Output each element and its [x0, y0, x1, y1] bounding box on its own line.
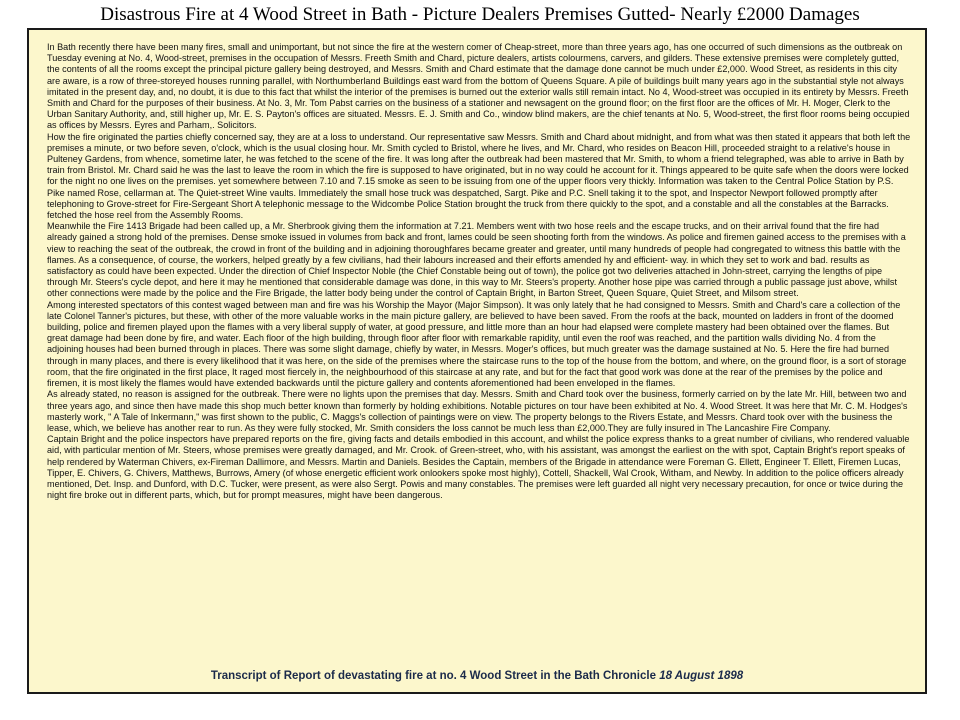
caption-date: 18 August 1898 — [659, 670, 744, 682]
transcript-panel — [27, 28, 927, 694]
article-paragraph: As already stated, no reason is assigned for the outbreak. There were no lights upon the premises that day. Messrs. Smith and Chard took over the business, formerly carried on by the late Mr. Hill, between two and three years ago, and since then have made this shop much better known than formerly by holding exhibitions. Notable pictures on tour have been exhibited at No. 4. Wood Street. It was here that Mr. C. M. Hodges's masterly work, " A Tale of Inkermann," was first shown to the public, C. Maggs's collection of paintings were on view. The property belongs to the Rivers Estate, and Messrs. Chard took over with the business the lease, which, we believe has another rear to run. As they were fully stocked, Mr. Smith considers the loss cannot be much less than £2,000.They are fully insured in The Lancashire Fire Company. — [47, 389, 908, 433]
article-body — [47, 42, 911, 501]
page-title: Disastrous Fire at 4 Wood Street in Bath - Picture Dealers Premises Gutted- Nearly £2000 Damages — [100, 4, 860, 25]
article-paragraph: Meanwhile the Fire 1413 Brigade had been called up, a Mr. Sherbrook giving them the information at 7.21. Members went with two hose reels and the escape trucks, and on their arrival found that the fire had already gained a strong hold of the premises. Dense smoke issued in volumes from back and front, lames could be seen shooting forth from the windows. As police and firemen gained access to the premises with a view to reaching the seat of the outbreak, the crowd in front of the building and in adjoining thoroughfares became greater and greater, until many hundreds of people had congregated to witness this battle with the flames. As a consequence, of course, the workers, helped greatly by a few civilians, had their labours increased and their efforts amended hy and efficient- way. in which they set to work and bad. results as satisfactory as could have been expected. Under the direction of Chief Inspector Noble (the Chief Constable being out of town), the police got two deliveries attached in John-street, carrying the lengths of pipe through Mr. Steers's cycle depot, and here it may he mentioned that considerable damage was done, in this way to Mr. Steers's property. Another hose pipe was carried through a public passage just above, whilst other connections were made by the police and the Fire Brigade, the latter body being under the control of Captain Bright, in Barton Street, Queen Square, Quiet Street, and Milsom street. — [47, 221, 906, 299]
article-paragraph: Captain Bright and the police inspectors have prepared reports on the fire, giving facts and details embodied in this account, and whilst the police express thanks to a great number of civilians, who rendered valuable aid, with particular mention of Mr. Steers, whose premises were greatly damaged, and Mr. Crook. of Green-street, who, with his assistant, was amongst the earliest on the with spot, Captain Bright's report speaks of help rendered by Waterman Chivers, ex-Fireman Dallimore, and Messrs. Martin and Daniels. Besides the Captain, members of the Brigade in attendance were Foreman G. Ellett, Engineer T. Ellett, Firemen Lucas, Tipper, E. Chivers, G. Chivers, Matthews, Burrows, Amery (of whose energetic efficient work onlookers spoke most highly), Cottell, Shackell, Wal Crook, Witham, and Newby. In addition to the police officers already mentioned, Det. Insp. and Dunford, with D.C. Tucker, were present, as were also Sergt. Powis and many constables. The premises were left guarded all night very necessary precaution, for once or twice during the night fire broke out in different parts, which, but for prompt measures, might have been dangerous. — [47, 434, 910, 501]
article-paragraph: In Bath recently there have been many fires, small and unimportant, but not since the fire at the western comer of Cheap-street, more than three years ago, has one occurred of such dimensions as the outbreak on Tuesday evening at No. 4, Wood-street, premises in the occupation of Messrs. Freeth Smith and Chard, picture dealers, artists colourmens, carvers, and gilders. These extensive premises were completely gutted, the contents of all the rooms except the principal picture gallery being destroyed, and Messrs. Smith and Chard estimate that the damage done cannot be much under £2,000. Wood Street, as residents in this city are aware, is a row of three-storeyed houses running parallel, with Northumberland Buildings east ward from the bottom of Queens Square. A pile of buildings built many years ago in the substantial style not always imitated in the present day, and, no doubt, it is due to this fact that whilst the interior of the premises is burned out the exterior walls still remain intact. No 4, Wood-street was occupied in its entirety by Messrs. Freeth Smith and Chard for the purposes of their business. At No. 3, Mr. Tom Pabst carries on the business of a stationer and newsagent on the ground floor; on the first floor are the offices of Mr. H. Moger, Clerk to the Urban Sanitary Authority, and, still higher up, Mr. E. S. Payton's offices are situated. Messrs. E. J. Smith and Co., window blind makers, are the chief tenants at No. 5, Wood-street, the first floor rooms being occupied as offices by Messrs. Eyres and Parham,. Solicitors. — [47, 42, 910, 131]
article-paragraph: How the fire originated the parties chiefly concerned say, they are at a loss to understand. Our representative saw Messrs. Smith and Chard about midnight, and from what was then stated it appears that both left the premises a minute, or two before seven, o'clock, which is the usual closing hour. Mr. Smith cycled to Bristol, where he lives, and Mr. Chard, who resides on Beacon Hill, proceeded straight to a relative's house in Pulteney Gardens, from whence, sometime later, he was fetched to the scene of the fire. It was long after the outbreak had been mastered that Mr. Smith, to whom a friend telegraphed, was able to arrive in Bath by train from Bristol. Mr. Chard said he was the last to leave the room in which the fire is supposed to have originated, but in no way could he account for it. Things appeared to be quite safe when the doors were locked for the night no one lives on the premises. yet somewhere between 7.10 and 7.15 smoke as seen to be issuing from one of the upper floors very thickly. Information was taken to the Central Police Station by P.S. Pike named Rose, cellarman at. The Quiet-street Wine vaults. Immediately the small hose truck was despatched, Sargt. Pike and P.C. Snell taking it to the spot, and Inspector Newport followed promptly after telephoning to Grove-street for Fire-Sergeant Short A telephonic message to the Widcombe Police Station brought the truck from there quickly to the spot, and a constable and all the constables at the Barracks. fetched the hose reel from the Assembly Rooms. — [47, 131, 911, 221]
source-caption — [29, 670, 925, 682]
caption-text: Transcript of Report of devastating fire at no. 4 Wood Street in the Bath Chronicle — [210, 670, 656, 682]
article-paragraph: Among interested spectators of this contest waged between man and fire was his Worship the Mayor (Major Simpson). It was only lately that he had consigned to Messrs. Smith and Chard's care a collection of the late Colonel Tanner's pictures, but these, with other of the more valuable works in the main picture gallery, are believed to have been saved. From the roofs at the back, mounted on ladders in front of the doomed building, police and firemen played upon the flames with a very liberal supply of water, at good pressure, and little more than an hour had elapsed were complete mastery had been obtained over the flames. But great damage had been done by fire, and water. Each floor of the high building, through floor after floor with remarkable rapidity, until even the roof was reached, and the partition walls dividing No. 4 from the adjoining houses had been burned through in places. There was some slight damage, chiefly by water, in Messrs. Moger's offices, but much greater was the damage sustained at No. 5. Here the fire had burned through in many places, and there is every likelihood that it was here, on the side of the premises where the staircase runs to the top of the house from the bottom, and where, on the ground floor, is a sort of storage room, that the fire originated in the first place, It raged most fiercely in, the neighbourhood of this staircase at any rate, and but for the fact that good work was done at the rear of the premises by the police and firemen, it is most likely the flames would have extended backwards until the picture gallery and contents aforementioned had been enveloped in the flames. — [47, 299, 907, 389]
